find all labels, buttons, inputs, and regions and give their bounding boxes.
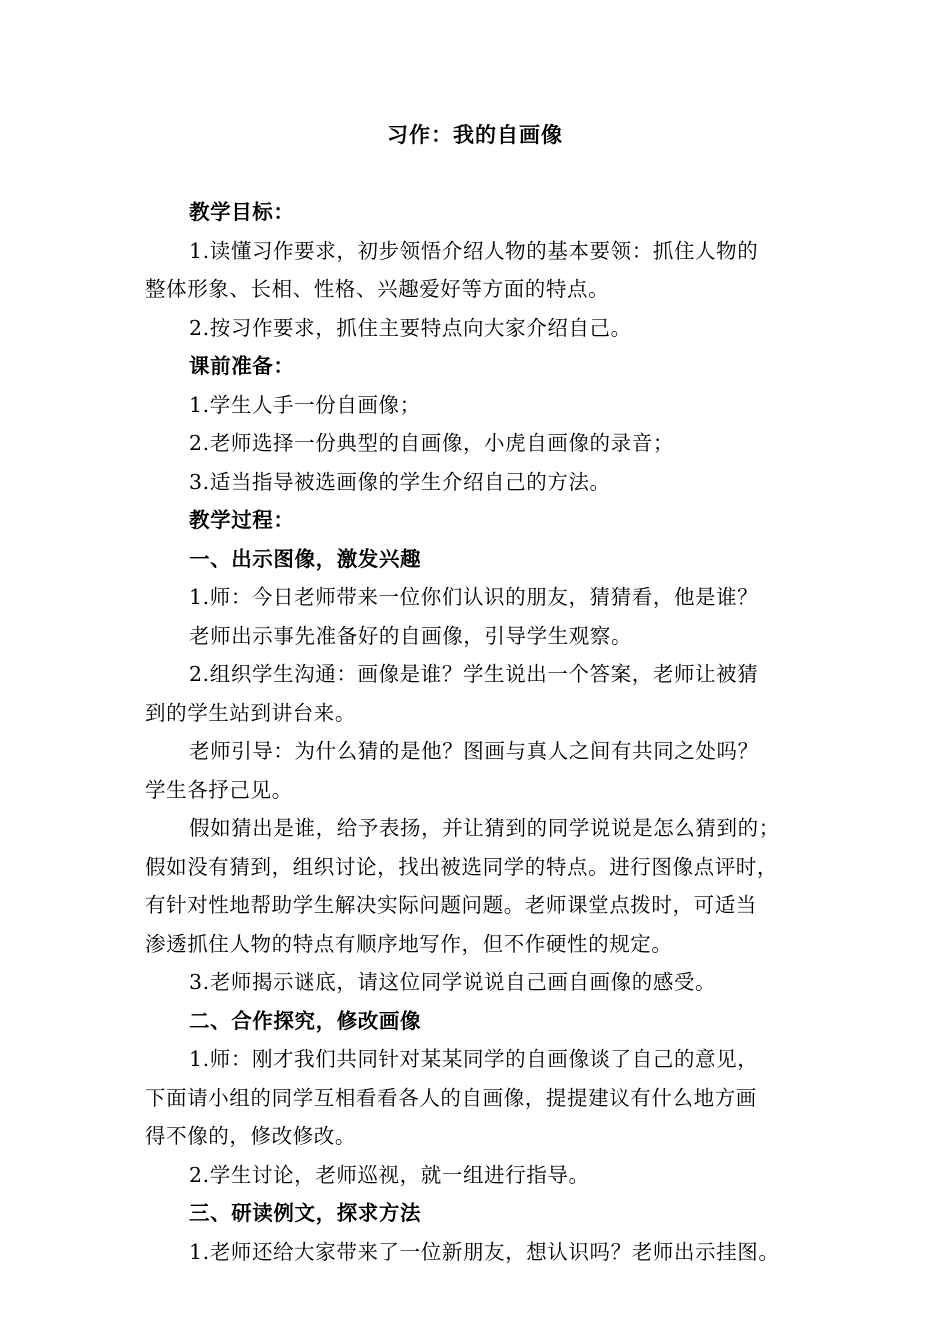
subsection-heading: 一、出示图像，激发兴趣 [189, 546, 422, 571]
paragraph-line: 1.读懂习作要求，初步领悟介绍人物的基本要领：抓住人物的 [189, 238, 759, 263]
paragraph-line: 2.组织学生沟通：画像是谁？学生说出一个答案，老师让被猜 [189, 662, 759, 686]
paragraph-line: 1.师：刚才我们共同针对某某同学的自画像谈了自己的意见， [189, 1047, 759, 1071]
paragraph-line: 学生各抒己见。 [145, 777, 293, 802]
paragraph-line: 1.老师还给大家带来了一位新朋友，想认识吗？老师出示挂图。 [189, 1239, 780, 1264]
paragraph-line: 3.老师揭示谜底，请这位同学说说自己画自画像的感受。 [189, 970, 717, 994]
paragraph-line: 2.按习作要求，抓住主要特点向大家介绍自己。 [189, 315, 632, 340]
paragraph-line: 到的学生站到讲台来。 [145, 700, 356, 725]
paragraph-line: 1.师：今日老师带来一位你们认识的朋友，猜猜看，他是谁？ [189, 585, 759, 609]
paragraph-line: 2.学生讨论，老师巡视，就一组进行指导。 [189, 1162, 590, 1187]
section-heading: 教学过程： [189, 508, 295, 532]
paragraph-line: 渗透抓住人物的特点有顺序地写作，但不作硬性的规定。 [145, 931, 673, 956]
document-body [145, 193, 815, 1271]
paragraph-line: 3.适当指导被选画像的学生介绍自己的方法。 [189, 469, 611, 494]
paragraph-line: 2.老师选择一份典型的自画像，小虎自画像的录音； [189, 431, 674, 455]
subsection-heading: 三、研读例文，探求方法 [189, 1201, 422, 1225]
paragraph-line: 假如猜出是谁，给予表扬，并让猜到的同学说说是怎么猜到的； [189, 816, 780, 840]
paragraph-line: 假如没有猜到，组织讨论，找出被选同学的特点。进行图像点评时， [145, 854, 778, 879]
paragraph-line: 老师引导：为什么猜的是他？图画与真人之间有共同之处吗？ [189, 739, 759, 763]
paragraph-line: 有针对性地帮助学生解决实际问题问题。老师课堂点拨时，可适当 [145, 893, 757, 917]
paragraph-line: 老师出示事先准备好的自画像，引导学生观察。 [189, 623, 633, 648]
section-heading: 课前准备： [189, 354, 295, 378]
section-heading: 教学目标： [189, 200, 295, 224]
document-title: 习作：我的自画像 [387, 122, 563, 147]
paragraph-line: 整体形象、长相、性格、兴趣爱好等方面的特点。 [145, 277, 610, 301]
paragraph-line: 得不像的，修改修改。 [145, 1124, 356, 1148]
paragraph-line: 1.学生人手一份自画像； [189, 392, 421, 417]
subsection-heading: 二、合作探究，修改画像 [189, 1008, 422, 1033]
paragraph-line: 下面请小组的同学互相看看各人的自画像，提提建议有什么地方画 [145, 1085, 757, 1110]
